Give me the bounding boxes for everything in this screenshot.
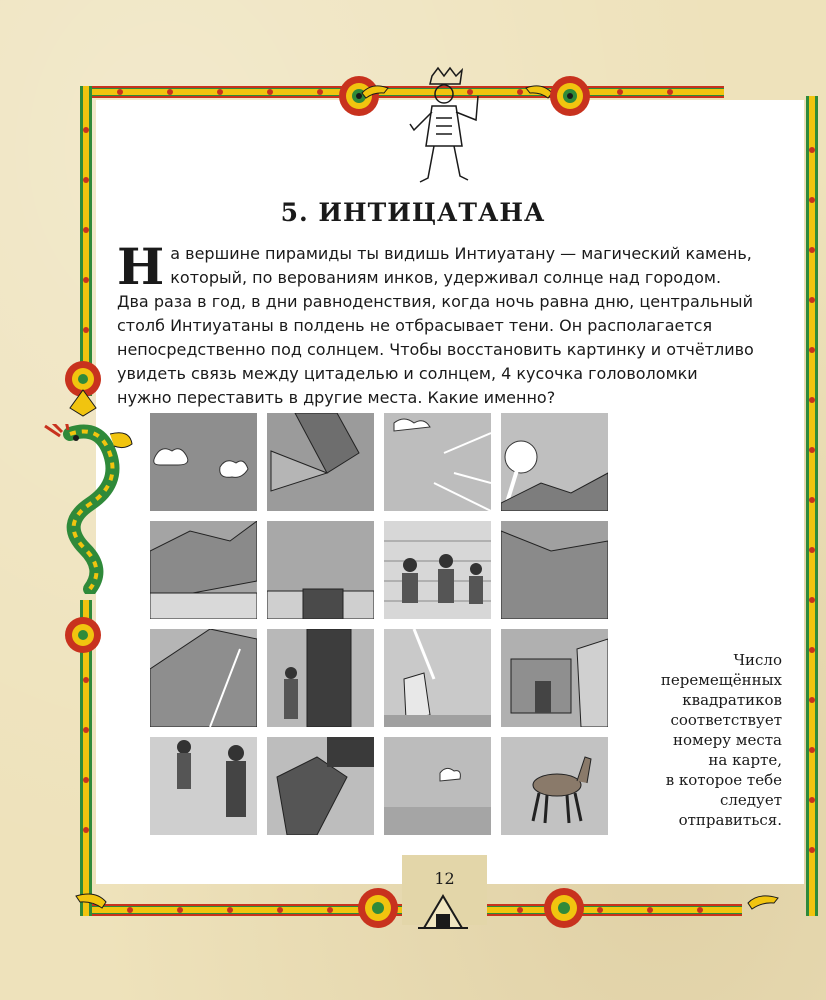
puzzle-tile[interactable] [150, 629, 257, 727]
puzzle-tile[interactable] [501, 521, 608, 619]
intro-text: а вершине пирамиды ты видишь Интиуатану — магический камень, который, по верованиям инков, удерживал солнце над городом. Два раза в год, в дни равноденствия, когда ночь равна дню, центральный столб Интиуатаны в полдень не отбрасывает тени. Он располагается непосредственно под солнцем. Чтобы восстановить картинку и отчётливо увидеть связь между цитаделью и солнцем, 4 кусочка головоломки нужно переставить в другие места. Какие именно? [117, 244, 754, 407]
puzzle-tile[interactable] [384, 413, 491, 511]
puzzle-tile[interactable] [267, 521, 374, 619]
sun-mask-icon [546, 72, 594, 120]
eagle-head-icon [744, 888, 784, 918]
snake-dragon-icon [40, 424, 140, 594]
puzzle-tile[interactable] [501, 737, 608, 835]
puzzle-tile[interactable] [384, 521, 491, 619]
puzzle-tile[interactable] [150, 521, 257, 619]
puzzle-tile[interactable] [384, 737, 491, 835]
puzzle-tile[interactable] [150, 413, 257, 511]
puzzle-tile[interactable] [267, 737, 374, 835]
sun-mask-icon [354, 884, 402, 932]
intro-paragraph [117, 237, 757, 410]
inca-warrior-icon [402, 66, 486, 188]
side-note-line: перемещённых [660, 671, 782, 689]
side-note-line: следует [719, 791, 782, 809]
sun-mask-icon [540, 884, 588, 932]
puzzle-tile[interactable] [501, 413, 608, 511]
sun-mask-icon [62, 614, 104, 656]
side-note [612, 650, 782, 830]
eagle-head-icon [70, 886, 110, 918]
eagle-head-icon [360, 80, 392, 106]
puzzle-tile[interactable] [267, 629, 374, 727]
puzzle-tile[interactable] [150, 737, 257, 835]
puzzle-grid [150, 413, 608, 829]
side-note-line: квадратиков [682, 691, 782, 709]
side-note-line: соответствует [670, 711, 782, 729]
side-note-line: на карте, [708, 751, 782, 769]
side-note-line: номеру места [673, 731, 782, 749]
side-note-line: Число [733, 651, 782, 669]
drop-cap: Н [117, 237, 165, 296]
puzzle-tile[interactable] [267, 413, 374, 511]
side-note-line: в которое тебе [665, 771, 782, 789]
eagle-head-icon [66, 388, 100, 418]
section-title: 5. ИНТИЦАТАНА [280, 198, 546, 227]
ruin-emblem-icon [418, 892, 468, 932]
side-note-line: отправиться. [678, 811, 782, 829]
puzzle-tile[interactable] [501, 629, 608, 727]
page-number: 12 [434, 869, 455, 888]
puzzle-tile[interactable] [384, 629, 491, 727]
